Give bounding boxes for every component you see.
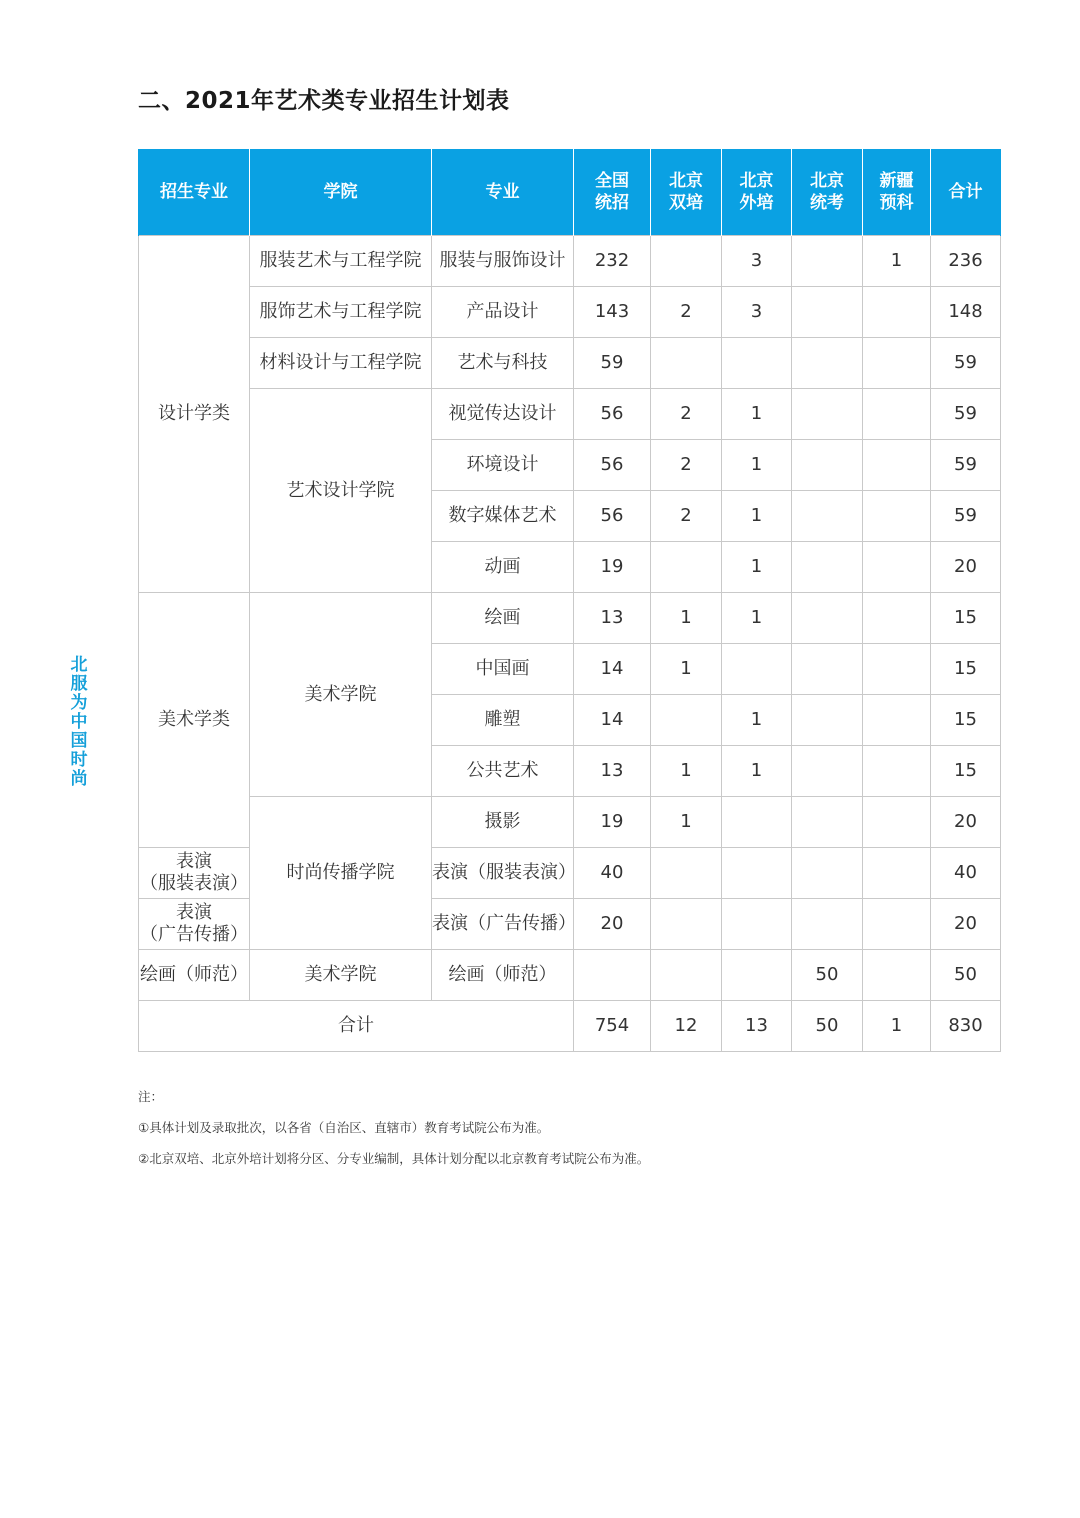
total-value-cell: 1 [863,1001,931,1052]
value-cell: 143 [574,287,651,338]
value-cell: 15 [931,644,1001,695]
value-cell: 13 [574,746,651,797]
value-cell [651,899,722,950]
group-cell: 表演 （服装表演） [139,848,250,899]
value-cell [651,950,722,1001]
value-cell: 1 [722,695,792,746]
value-cell [722,950,792,1001]
major-cell: 雕塑 [432,695,574,746]
value-cell [651,236,722,287]
value-cell [792,899,863,950]
value-cell [651,695,722,746]
value-cell: 13 [574,593,651,644]
major-cell: 绘画 [432,593,574,644]
value-cell [722,899,792,950]
major-cell: 环境设计 [432,440,574,491]
note-item: ②北京双培、北京外培计划将分区、分专业编制，具体计划分配以北京教育考试院公布为准。 [138,1151,650,1166]
value-cell: 2 [651,440,722,491]
note-item: ①具体计划及录取批次，以各省（自治区、直辖市）教育考试院公布为准。 [138,1120,550,1135]
value-cell [863,491,931,542]
column-header: 全国 统招 [574,149,651,236]
table-row [139,287,1001,338]
value-cell: 20 [931,542,1001,593]
column-header: 北京 外培 [722,149,792,236]
value-cell: 50 [931,950,1001,1001]
column-header: 学院 [250,149,432,236]
value-cell [863,950,931,1001]
value-cell [792,695,863,746]
value-cell: 1 [722,746,792,797]
side-label: 北服为中国时尚 [70,655,88,789]
value-cell [863,899,931,950]
major-cell: 表演（服装表演） [432,848,574,899]
value-cell: 1 [651,644,722,695]
value-cell: 232 [574,236,651,287]
value-cell: 59 [931,338,1001,389]
value-cell [792,287,863,338]
total-value-cell: 754 [574,1001,651,1052]
value-cell: 20 [574,899,651,950]
group-cell: 设计学类 [139,236,250,593]
major-cell: 数字媒体艺术 [432,491,574,542]
value-cell [651,542,722,593]
college-cell: 美术学院 [250,950,432,1001]
major-cell: 中国画 [432,644,574,695]
column-header: 北京 统考 [792,149,863,236]
value-cell [722,338,792,389]
value-cell [863,695,931,746]
value-cell: 59 [931,389,1001,440]
total-value-cell: 13 [722,1001,792,1052]
value-cell: 1 [722,593,792,644]
value-cell [863,644,931,695]
value-cell [792,593,863,644]
value-cell [651,338,722,389]
college-cell: 服饰艺术与工程学院 [250,287,432,338]
value-cell: 1 [863,236,931,287]
value-cell: 19 [574,797,651,848]
value-cell [792,848,863,899]
total-label: 合计 [139,1001,574,1052]
value-cell: 236 [931,236,1001,287]
major-cell: 艺术与科技 [432,338,574,389]
value-cell: 2 [651,287,722,338]
group-cell: 美术学类 [139,593,250,848]
major-cell: 服装与服饰设计 [432,236,574,287]
value-cell [863,542,931,593]
value-cell: 50 [792,950,863,1001]
value-cell: 40 [931,848,1001,899]
value-cell: 1 [722,440,792,491]
college-cell: 材料设计与工程学院 [250,338,432,389]
value-cell: 3 [722,287,792,338]
value-cell: 1 [651,797,722,848]
value-cell: 56 [574,389,651,440]
value-cell: 14 [574,644,651,695]
value-cell [651,848,722,899]
college-cell: 美术学院 [250,593,432,797]
table-row [139,389,1001,440]
notes [138,1088,649,1181]
value-cell: 1 [722,389,792,440]
value-cell: 3 [722,236,792,287]
value-cell: 59 [574,338,651,389]
value-cell: 40 [574,848,651,899]
notes-heading: 注： [138,1089,164,1104]
value-cell: 148 [931,287,1001,338]
value-cell [863,338,931,389]
column-header: 专业 [432,149,574,236]
table-row [139,338,1001,389]
value-cell: 1 [651,593,722,644]
table-row [139,236,1001,287]
admission-plan-table [138,149,1001,1052]
value-cell [863,797,931,848]
value-cell: 56 [574,491,651,542]
value-cell [792,746,863,797]
value-cell [792,338,863,389]
value-cell [863,287,931,338]
page-title: 二、2021年艺术类专业招生计划表 [138,88,510,114]
major-cell: 产品设计 [432,287,574,338]
group-cell: 绘画（师范） [139,950,250,1001]
value-cell: 20 [931,899,1001,950]
value-cell [792,491,863,542]
college-cell: 时尚传播学院 [250,797,432,950]
value-cell: 59 [931,491,1001,542]
value-cell [792,389,863,440]
table-row [139,593,1001,644]
value-cell: 19 [574,542,651,593]
value-cell [863,593,931,644]
value-cell [574,950,651,1001]
value-cell: 20 [931,797,1001,848]
value-cell [863,848,931,899]
total-value-cell: 50 [792,1001,863,1052]
value-cell: 2 [651,389,722,440]
value-cell: 15 [931,695,1001,746]
major-cell: 表演（广告传播） [432,899,574,950]
major-cell: 公共艺术 [432,746,574,797]
value-cell: 1 [722,542,792,593]
value-cell: 14 [574,695,651,746]
table-row [139,797,1001,848]
value-cell [722,644,792,695]
column-header: 合计 [931,149,1001,236]
total-value-cell: 12 [651,1001,722,1052]
column-header: 新疆 预科 [863,149,931,236]
value-cell [722,848,792,899]
value-cell [792,440,863,491]
major-cell: 绘画（师范） [432,950,574,1001]
total-row [139,1001,1001,1052]
value-cell [722,797,792,848]
value-cell: 56 [574,440,651,491]
value-cell [792,644,863,695]
major-cell: 视觉传达设计 [432,389,574,440]
value-cell: 2 [651,491,722,542]
major-cell: 动画 [432,542,574,593]
major-cell: 摄影 [432,797,574,848]
value-cell [863,440,931,491]
college-cell: 艺术设计学院 [250,389,432,593]
value-cell [792,236,863,287]
value-cell [792,542,863,593]
value-cell: 59 [931,440,1001,491]
column-header: 北京 双培 [651,149,722,236]
value-cell [863,389,931,440]
value-cell: 1 [651,746,722,797]
column-header: 招生专业 [139,149,250,236]
college-cell: 服装艺术与工程学院 [250,236,432,287]
value-cell [863,746,931,797]
table-row [139,950,1001,1001]
total-value-cell: 830 [931,1001,1001,1052]
value-cell: 15 [931,593,1001,644]
group-cell: 表演 （广告传播） [139,899,250,950]
value-cell: 15 [931,746,1001,797]
value-cell: 1 [722,491,792,542]
header-row [139,149,1001,236]
value-cell [792,797,863,848]
